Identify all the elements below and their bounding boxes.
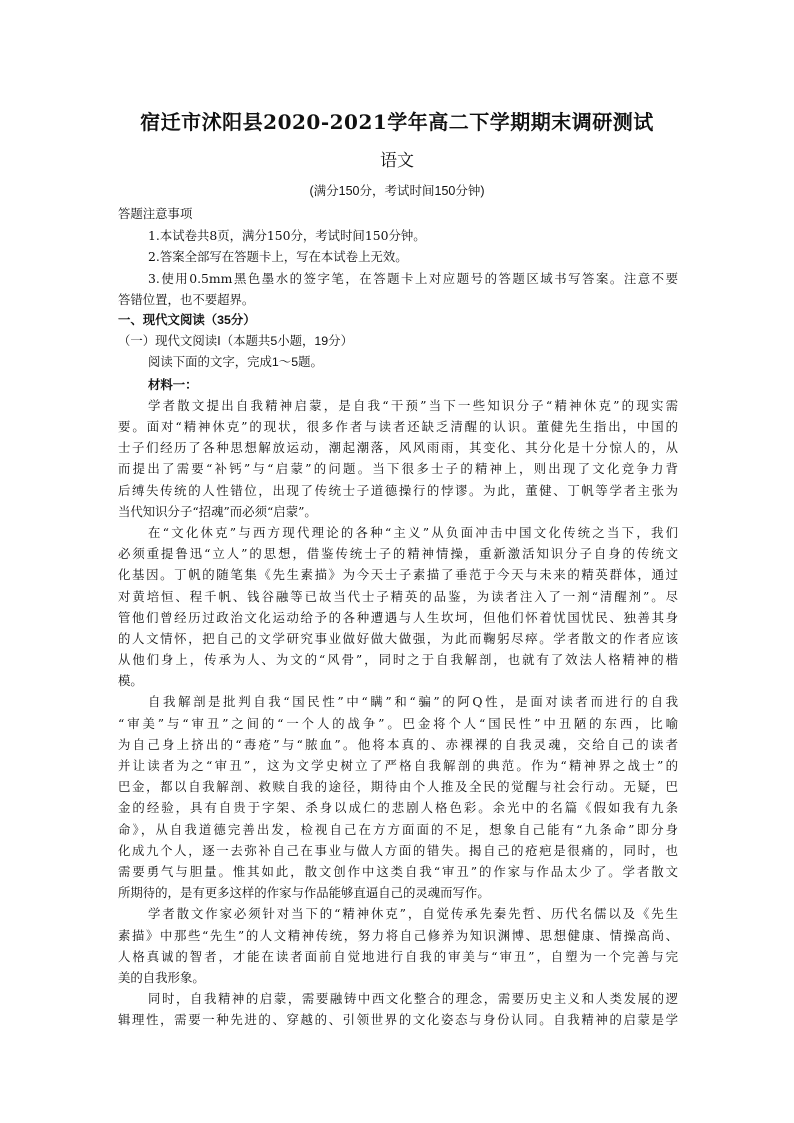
notice-item: 3.使用0.5mm黑色墨水的签字笔，在答题卡上对应题号的答题区域书写答案。注意不要 (148, 270, 678, 286)
passage-line: 在“文化休克”与西方现代理论的各种“主义”从负面冲击中国文化传统之当下，我们 (148, 524, 678, 540)
notice-item: 2.答案全部写在答题卡上，写在本试卷上无效。 (148, 249, 408, 265)
passage-line: 并让读者为之“审丑”，这为文学史树立了严格自我解剖的典范。作为“精神界之战士”的 (118, 758, 678, 774)
passage-line: 同时，自我精神的启蒙，需要融铸中西文化整合的理念，需要历史主义和人类发展的逻 (148, 991, 678, 1007)
passage-line: 当代知识分子“招魂”而必须“启蒙”。 (118, 503, 317, 519)
passage-line: 从他们身上，传承为人、为文的“风骨”，同时之于自我解剖，也就有了效法人格精神的楷 (118, 652, 678, 668)
section-heading: 一、现代文阅读（35分） (118, 313, 256, 327)
passage-line: 管他们曾经历过政治文化运动给予的各种遭遇与人生坎坷，但他们怀着忧国忧民、独善其身 (118, 609, 678, 625)
passage-line: 化基因。丁帆的随笔集《先生素描》为今天士子素描了垂范于今天与未来的精英群体，通过 (118, 567, 678, 583)
passage-line: 为自己身上挤出的“毒疮”与“脓血”。他将本真的、赤裸裸的自我灵魂，交给自己的读者 (118, 736, 678, 752)
notice-item: 答错位置，也不要超界。 (118, 291, 255, 307)
passage-line: 化成九个人，逐一去弥补自己在事业与做人方面的错失。揭自己的疮疤是很痛的，同时，也 (118, 842, 678, 858)
passage-line: 需要勇气与胆量。惟其如此，散文创作中这类自我“审丑”的作家与作品太少了。学者散文 (118, 863, 678, 879)
document-title: 宿迁市沭阳县2020-2021学年高二下学期期末调研测试 (140, 110, 654, 134)
subject-title: 语文 (380, 151, 414, 171)
passage-line: 必须重提鲁迅“立人”的思想，借鉴传统士子的精神情操，重新激活知识分子自身的传统文 (118, 546, 678, 562)
passage-line: 自我解剖是批判自我“国民性”中“瞒”和“骗”的阿Q性，是面对读者而进行的自我 (148, 694, 678, 710)
sub-section-heading: （一）现代文阅读Ⅰ（本题共5小题，19分） (118, 334, 353, 349)
passage-line: 后缚失传统的人性错位，出现了传统士子道德操行的悖谬。为此，董健、丁帆等学者主张为 (118, 482, 678, 498)
passage-line: 学者散文作家必须针对当下的“精神休克”，自觉传承先秦先哲、历代名儒以及《先生 (148, 906, 678, 922)
passage-line: 所期待的，是有更多这样的作家与作品能够直逼自己的灵魂而写作。 (118, 885, 490, 901)
passage-line: 美的自我形象。 (118, 969, 205, 985)
passage-line: 辑理性，需要一种先进的、穿越的、引领世界的文化姿态与身份认同。自我精神的启蒙是学 (118, 1012, 678, 1028)
material-label: 材料一： (148, 376, 198, 392)
passage-line: 金的经验，具有自贵于字架、杀身以成仁的悲剧人格色彩。余光中的名篇《假如我有九条 (118, 800, 678, 816)
passage (118, 395, 678, 1031)
passage-line: 对黄培恒、程千帆、钱谷融等已故当代士子精英的品鉴，为读者注入了一剂“清醒剂”。尽 (118, 588, 678, 604)
reading-instruction: 阅读下面的文字，完成1～5题。 (148, 355, 323, 370)
exam-meta: (满分150分，考试时间150分钟) (309, 184, 485, 198)
passage-line: 人格真诚的智者，才能在读者面前自觉地进行自我的审美与“审丑”，自塑为一个完善与完 (118, 948, 678, 964)
passage-line: 要。面对“精神休克”的现状，很多作者与读者还缺乏清醒的认识。董健先生指出，中国的 (118, 419, 678, 434)
passage-line: 巴金，都以自我解剖、救赎自我的途径，期待由个人推及全民的觉醒与社会行动。无疑，巴 (118, 779, 678, 795)
passage-line: 模。 (118, 673, 143, 689)
passage-line: 学者散文提出自我精神启蒙，是自我“干预”当下一些知识分子“精神休克”的现实需 (148, 397, 678, 413)
document-body (118, 204, 678, 1031)
passage-line: 素描》中那些“先生”的人文精神传统，努力将自己修养为知识渊博、思想健康、情操高尚、 (118, 927, 678, 943)
passage-line: “审美”与“审丑”之间的“一个人的战争”。巴金将个人“国民性”中丑陋的东西，比喻 (118, 715, 678, 731)
passage-line: 而提出了需要“补钙”与“启蒙”的问题。当下很多士子的精神上，则出现了文化竞争力背 (118, 461, 678, 477)
passage-line: 命》，从自我道德完善出发，检视自己在方方面面的不足，想象自己能有“九条命”即分身 (118, 821, 678, 837)
notice-heading: 答题注意事项 (118, 207, 193, 221)
passage-line: 的人文情怀，把自己的文学研究事业做好做大做强，为此而鞠躬尽瘁。学者散文的作者应该 (118, 630, 678, 646)
passage-line: 士子们经历了各种思想解放运动，潮起潮落，风风雨雨，其变化、其分化是十分惊人的，从 (118, 440, 678, 456)
notice-item: 1.本试卷共8页，满分150分，考试时间150分钟。 (148, 228, 426, 244)
